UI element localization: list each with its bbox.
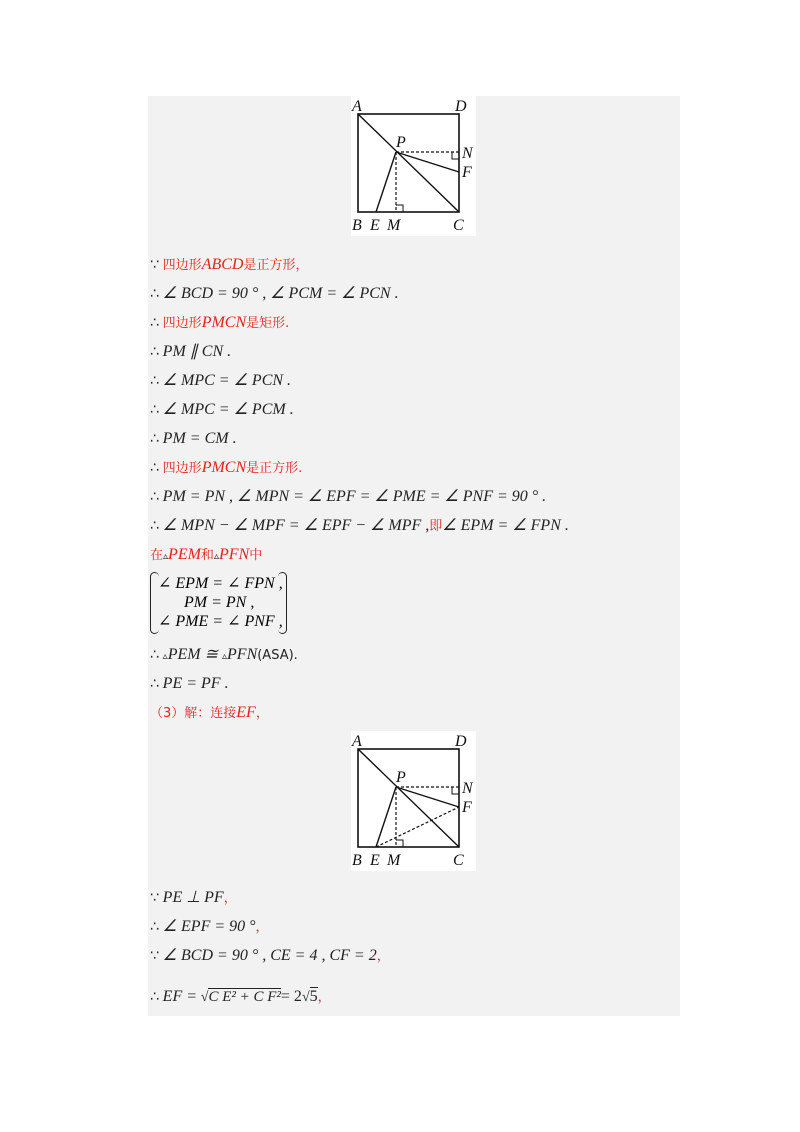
label-D: D bbox=[455, 733, 467, 750]
label-A: A bbox=[352, 733, 362, 750]
label-C: C bbox=[453, 217, 464, 234]
triangle-icon: ▵ bbox=[163, 551, 169, 562]
line-text: 四边形 bbox=[162, 258, 202, 273]
math-expr: ∠ MPC = ∠ PCN . bbox=[162, 372, 292, 389]
proof-line-17 bbox=[150, 945, 390, 967]
system-row-2: PM = PN , bbox=[184, 594, 255, 611]
label-B: B bbox=[352, 852, 362, 869]
label-E: E bbox=[370, 852, 380, 869]
math-expr: PM = PN , ∠ MPN = ∠ EPF = ∠ PME = ∠ PNF = 90 ° . bbox=[162, 488, 547, 505]
math-expr: EF = bbox=[162, 988, 198, 1005]
math-expr: PEM ≅ bbox=[167, 646, 222, 663]
math-expr: PEM bbox=[168, 546, 201, 563]
because-symbol: ∵ bbox=[150, 890, 159, 906]
proof-line-14 bbox=[150, 702, 269, 724]
therefore-symbol: ∴ bbox=[150, 315, 159, 331]
label-E: E bbox=[370, 217, 380, 234]
label-A: A bbox=[352, 98, 362, 115]
sqrt-radicand-1: C E² + C F² bbox=[208, 989, 281, 1005]
therefore-symbol: ∴ bbox=[150, 431, 159, 447]
therefore-symbol: ∴ bbox=[150, 286, 159, 302]
triangle-icon: ▵ bbox=[213, 551, 219, 562]
figure-2-svg bbox=[351, 731, 476, 871]
because-symbol: ∵ bbox=[150, 257, 159, 273]
label-N: N bbox=[462, 780, 473, 797]
math-expr: ABCD bbox=[201, 256, 244, 273]
proof-line-8 bbox=[150, 457, 302, 479]
system-row-3: ∠ PME = ∠ PNF , bbox=[158, 613, 283, 630]
line-text: 在 bbox=[150, 548, 164, 563]
system-row-1: ∠ EPM = ∠ FPN , bbox=[158, 575, 283, 592]
sqrt-icon: √ bbox=[200, 990, 209, 1005]
right-brace bbox=[278, 572, 287, 634]
line-and: 和 bbox=[200, 548, 214, 563]
label-F: F bbox=[462, 164, 472, 181]
therefore-symbol: ∴ bbox=[150, 919, 159, 935]
math-expr: PMCN bbox=[201, 459, 247, 476]
equals-expr: = 2 bbox=[280, 988, 302, 1005]
math-expr: EF bbox=[236, 704, 256, 721]
therefore-symbol: ∴ bbox=[150, 344, 159, 360]
line-tail: ， bbox=[376, 949, 390, 964]
label-N: N bbox=[462, 145, 473, 162]
label-D: D bbox=[455, 98, 467, 115]
therefore-symbol: ∴ bbox=[150, 518, 159, 534]
math-expr: PMCN bbox=[201, 314, 247, 331]
math-expr: PM = CM . bbox=[162, 430, 237, 447]
line-tail: 是正方形. bbox=[246, 461, 303, 476]
triangle-icon: ▵ bbox=[221, 651, 228, 662]
sqrt-icon: √ bbox=[301, 990, 310, 1005]
therefore-symbol: ∴ bbox=[150, 676, 159, 692]
proof-line-10 bbox=[150, 515, 569, 537]
math-expr: ∠ MPC = ∠ PCM . bbox=[162, 401, 294, 418]
proof-line-4 bbox=[150, 341, 231, 363]
proof-line-13 bbox=[150, 673, 229, 695]
proof-line-7 bbox=[150, 428, 237, 450]
proof-line-6 bbox=[150, 399, 294, 421]
line-tail: (ASA). bbox=[257, 648, 298, 663]
math-expr: PE = PF . bbox=[162, 675, 229, 692]
label-F: F bbox=[462, 799, 472, 816]
label-P: P bbox=[396, 769, 406, 786]
label-M: M bbox=[387, 217, 401, 234]
math-expr-2: ∠ EPM = ∠ FPN . bbox=[442, 517, 569, 534]
proof-line-5 bbox=[150, 370, 291, 392]
line-tail: 是矩形. bbox=[246, 316, 290, 331]
label-C: C bbox=[453, 852, 464, 869]
proof-line-3 bbox=[150, 312, 289, 334]
proof-line-11 bbox=[150, 544, 262, 566]
triangle-icon: ▵ bbox=[162, 651, 168, 662]
proof-line-2 bbox=[150, 283, 399, 305]
label-P: P bbox=[396, 134, 406, 151]
geometry-figure-2 bbox=[351, 731, 476, 871]
math-expr: ∠ MPN − ∠ MPF = ∠ EPF − ∠ MPF , bbox=[162, 517, 430, 534]
math-expr: ∠ EPF = 90 ° bbox=[162, 918, 256, 935]
therefore-symbol: ∴ bbox=[150, 402, 159, 418]
math-expr-2: PFN bbox=[227, 646, 258, 663]
proof-line-15 bbox=[150, 887, 237, 909]
line-tail: ， bbox=[223, 891, 237, 906]
sqrt-radicand-2: 5 bbox=[309, 988, 318, 1005]
line-tail: ， bbox=[255, 706, 269, 721]
therefore-symbol: ∴ bbox=[150, 373, 159, 389]
label-B: B bbox=[352, 217, 362, 234]
math-expr: ∠ BCD = 90 ° , ∠ PCM = ∠ PCN . bbox=[162, 285, 399, 302]
proof-line-18 bbox=[150, 986, 331, 1008]
proof-line-12 bbox=[150, 644, 298, 666]
because-symbol: ∵ bbox=[150, 948, 159, 964]
figure-1-svg bbox=[351, 96, 476, 236]
math-expr: PE ⊥ PF bbox=[162, 889, 224, 906]
therefore-symbol: ∴ bbox=[150, 489, 159, 505]
proof-line-9 bbox=[150, 486, 546, 508]
therefore-symbol: ∴ bbox=[150, 989, 159, 1005]
line-text: （3）解：连接 bbox=[150, 706, 237, 721]
line-tail: 中 bbox=[249, 548, 263, 563]
line-tail: ， bbox=[255, 920, 269, 935]
equation-system bbox=[150, 572, 290, 634]
line-tail: 是正方形， bbox=[243, 258, 309, 273]
line-text: 四边形 bbox=[162, 316, 202, 331]
line-mid: 即 bbox=[429, 519, 443, 534]
label-M: M bbox=[387, 852, 401, 869]
math-expr: ∠ BCD = 90 ° , CE = 4 , CF = 2 bbox=[162, 947, 377, 964]
line-text: 四边形 bbox=[162, 461, 202, 476]
therefore-symbol: ∴ bbox=[150, 647, 159, 663]
geometry-figure-1 bbox=[351, 96, 476, 236]
math-expr-2: PFN bbox=[218, 546, 250, 563]
math-expr: PM ∥ CN . bbox=[162, 343, 232, 360]
proof-line-16 bbox=[150, 916, 269, 938]
proof-line-1 bbox=[150, 254, 308, 276]
therefore-symbol: ∴ bbox=[150, 460, 159, 476]
line-tail: ， bbox=[317, 990, 331, 1005]
